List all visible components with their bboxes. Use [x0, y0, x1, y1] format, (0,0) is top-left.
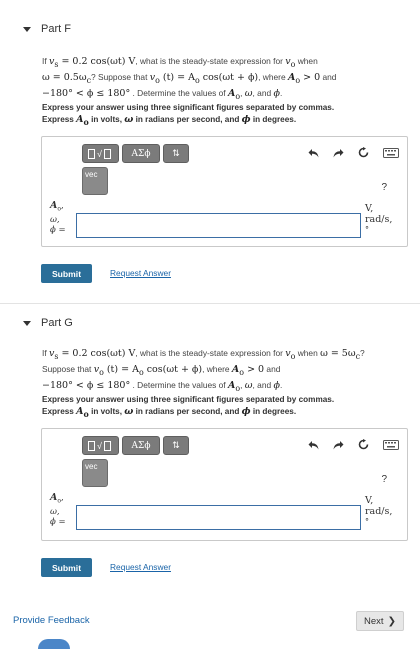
greek-symbols-button[interactable]: ΑΣϕ	[122, 144, 160, 163]
undo-icon[interactable]	[308, 440, 319, 450]
question-prompt: If $v_s = 0.2$ cos(ωt) V, what is the steady-state expression for $v_o$ when $\omega = 5\omega_c$? Suppose that $v_o$ $(t) = A_o$ cos(ωt + ϕ), where $A_o > 0$ and −180° < ϕ ≤ 180° . Determine the values of $A_o$, ω, and ϕ.	[42, 348, 365, 393]
editor-tools	[308, 439, 399, 450]
equation-toolbar	[82, 436, 189, 455]
keyboard-icon[interactable]	[383, 148, 399, 158]
help-button[interactable]: ?	[381, 474, 387, 485]
vec-button[interactable]: vec	[82, 459, 108, 487]
part-title: Part G	[41, 317, 73, 329]
answer-input[interactable]	[76, 213, 361, 238]
answer-box	[41, 428, 408, 541]
templates-button[interactable]	[82, 144, 119, 163]
answer-instructions: Express your answer using three significant figures separated by commas. Express $A_o$ in volts, ω in radians per second, and ϕ in degrees.	[42, 395, 335, 419]
request-answer-link[interactable]: Request Answer	[110, 268, 171, 278]
help-widget-icon[interactable]	[38, 639, 70, 649]
reset-icon[interactable]	[358, 439, 369, 450]
submit-button[interactable]: Submit	[41, 558, 92, 577]
question-prompt: If $v_s = 0.2$ cos(ωt) V, what is the steady-state expression for $v_o$ when $\omega = 0.5\omega_c$? Suppose that $v_o$ $(t) = A_o$ cos(ωt + ϕ), where $A_o > 0$ and −180° < ϕ ≤ 180° . Determine the values of $A_o$, ω, and ϕ.	[42, 56, 337, 101]
redo-icon[interactable]	[333, 148, 344, 158]
answer-input[interactable]	[76, 505, 361, 530]
equation-toolbar	[82, 144, 189, 163]
sqrt-icon: √	[97, 148, 102, 159]
help-button[interactable]: ?	[381, 182, 387, 193]
chevron-right-icon: ❯	[387, 615, 396, 627]
collapse-caret-icon[interactable]	[23, 321, 31, 326]
next-button[interactable]	[356, 611, 404, 631]
template-box-icon	[104, 149, 111, 159]
keyboard-icon[interactable]	[383, 440, 399, 450]
answer-units: V, rad/s, °	[365, 203, 393, 234]
template-box-icon	[104, 441, 111, 451]
part-title: Part F	[41, 23, 71, 35]
provide-feedback-link[interactable]: Provide Feedback	[13, 615, 90, 626]
request-answer-link[interactable]: Request Answer	[110, 562, 171, 572]
part-f	[0, 0, 420, 300]
greek-symbols-button[interactable]: ΑΣϕ	[122, 436, 160, 455]
answer-instructions: Express your answer using three significant figures separated by commas. Express $A_o$ in volts, ω in radians per second, and ϕ in degrees.	[42, 103, 335, 127]
divider	[0, 303, 420, 304]
reset-icon[interactable]	[358, 147, 369, 158]
templates-button[interactable]	[82, 436, 119, 455]
undo-icon[interactable]	[308, 148, 319, 158]
sqrt-icon: √	[97, 440, 102, 451]
part-f-header[interactable]	[23, 23, 71, 35]
part-g-header[interactable]	[23, 317, 73, 329]
submit-button[interactable]: Submit	[41, 264, 92, 283]
answer-labels: $A_o$, ω, ϕ =	[50, 492, 66, 527]
editor-tools	[308, 147, 399, 158]
answer-labels: $A_o$, ω, ϕ =	[50, 200, 66, 235]
redo-icon[interactable]	[333, 440, 344, 450]
arrows-button[interactable]: ⇅	[163, 436, 189, 455]
vec-button[interactable]: vec	[82, 167, 108, 195]
part-g	[0, 300, 420, 595]
answer-units: V, rad/s, °	[365, 495, 393, 526]
next-label: Next	[364, 615, 384, 627]
answer-box	[41, 136, 408, 247]
collapse-caret-icon[interactable]	[23, 27, 31, 32]
template-box-icon	[88, 149, 95, 159]
template-box-icon	[88, 441, 95, 451]
arrows-button[interactable]: ⇅	[163, 144, 189, 163]
